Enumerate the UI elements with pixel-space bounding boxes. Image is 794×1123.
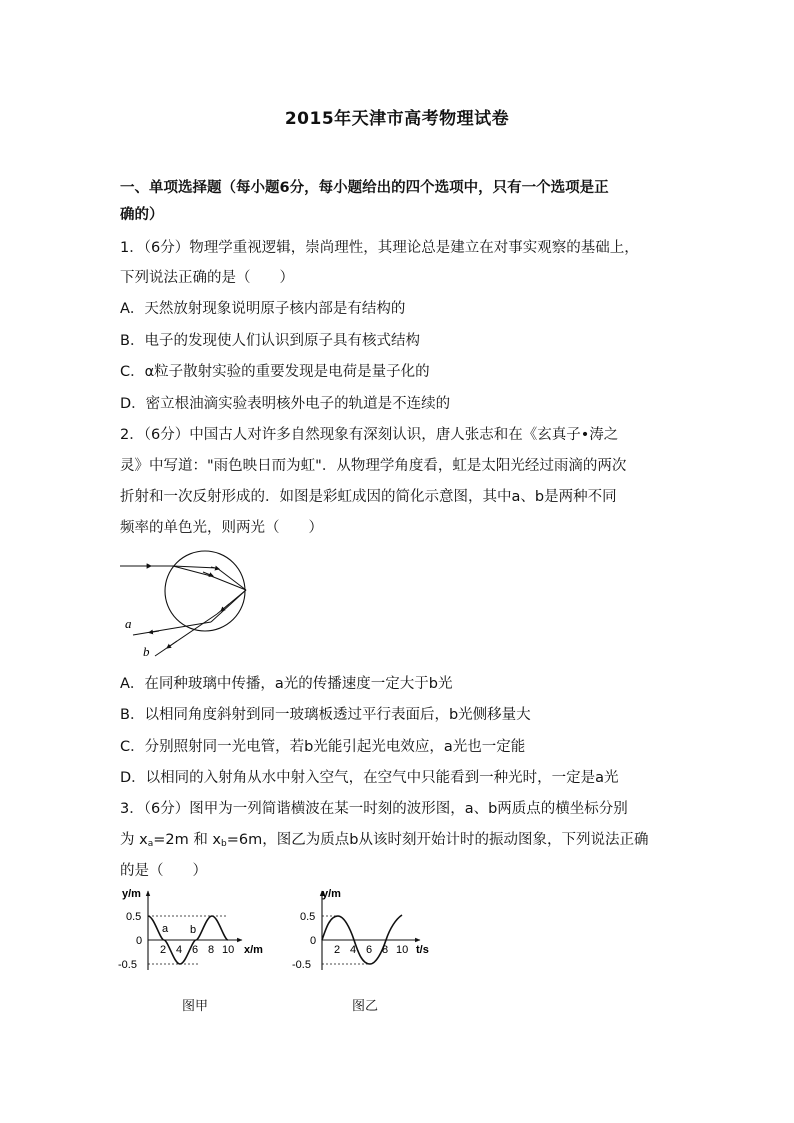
y-zero: 0 [310, 935, 317, 947]
tick-8: 8 [382, 944, 389, 956]
q2-stem-line3: 折射和一次反射形成的．如图是彩虹成因的简化示意图，其中a、b是两种不同 [120, 489, 617, 505]
q2-option-d: D．以相同的入射角从水中射入空气，在空气中只能看到一种光时，一定是a光 [120, 770, 619, 786]
q1-option-c: C．α粒子散射实验的重要发现是电荷是量子化的 [120, 364, 430, 380]
raindrop-circle [165, 551, 245, 631]
q2-stem-line4: 频率的单色光，则两光（ ） [120, 520, 323, 536]
q3-stem-line1: 3．（6分）图甲为一列简谐横波在某一时刻的波形图，a、b两质点的横坐标分别 [120, 801, 628, 817]
tick-8: 8 [208, 944, 215, 956]
q1-option-a: A．天然放射现象说明原子核内部是有结构的 [120, 301, 406, 317]
tick-6: 6 [192, 944, 199, 956]
section-heading-line1: 一、单项选择题（每小题6分，每小题给出的四个选项中，只有一个选项是正 [120, 180, 609, 196]
ylabel: y/m [122, 888, 141, 900]
exit-arrow-b [167, 641, 177, 648]
tick-6: 6 [366, 944, 373, 956]
xlabel: x/m [244, 944, 263, 956]
q2-option-c: C．分别照射同一光电管，若b光能引起光电效应，a光也一定能 [120, 739, 526, 755]
caption-jia: 图甲 [182, 999, 209, 1014]
q3-stem-line3: 的是（ ） [120, 863, 207, 879]
y-zero: 0 [136, 935, 143, 947]
q1-stem-line2: 下列说法正确的是（ ） [120, 270, 294, 286]
q2-stem-line2: 灵》中写道："雨色映日而为虹"．从物理学角度看，虹是太阳光经过雨滴的两次 [120, 458, 627, 474]
q3-stem-line2 [120, 830, 680, 854]
tick-2: 2 [334, 944, 341, 956]
q3-line2-mid: =2m 和 x [153, 832, 222, 848]
page-title: 2015年天津市高考物理试卷 [284, 109, 510, 129]
q2-option-a: A．在同种玻璃中传播，a光的传播速度一定大于b光 [120, 676, 453, 692]
tick-2: 2 [160, 944, 167, 956]
q3-sub-a: a [147, 839, 154, 849]
refracted-ray-b [173, 566, 246, 590]
q2-option-b: B．以相同角度斜射到同一玻璃板透过平行表面后，b光侧移量大 [120, 707, 531, 723]
tick-10: 10 [222, 944, 235, 956]
y-pos: 0.5 [126, 911, 142, 923]
refracted-ray-a [173, 566, 246, 590]
tick-4: 4 [350, 944, 357, 956]
wave-graph-jia [118, 885, 278, 975]
exit-ray-b [155, 614, 217, 656]
q3-sub-b: b [221, 839, 227, 849]
q1-option-b: B．电子的发现使人们认识到原子具有核式结构 [120, 333, 420, 349]
arrow-reflect [221, 604, 229, 611]
q3-line2-pre: 为 x [120, 832, 148, 848]
y-neg: -0.5 [292, 959, 311, 971]
y-pos: 0.5 [300, 911, 316, 923]
point-a-label: a [162, 923, 169, 935]
ylabel: y/m [322, 888, 341, 900]
q1-stem-line1: 1．（6分）物理学重视逻辑，崇尚理性，其理论总是建立在对事实观察的基础上， [120, 240, 639, 256]
label-a: a [125, 616, 132, 631]
y-neg: -0.5 [118, 959, 137, 971]
tick-10: 10 [396, 944, 409, 956]
label-b: b [143, 644, 150, 659]
q1-option-d: D．密立根油滴实验表明核外电子的轨道是不连续的 [120, 396, 451, 412]
section-heading-line2: 确的） [120, 207, 164, 223]
q3-line2-post: =6m，图乙为质点b从该时刻开始计时的振动图象，下列说法正确 [226, 832, 649, 848]
vibration-graph-yi [292, 885, 442, 975]
rainbow-raindrop-diagram [115, 548, 260, 663]
exit-ray-a [133, 622, 211, 635]
q2-stem-line1: 2．（6分）中国古人对许多自然现象有深刻认识，唐人张志和在《玄真子•涛之 [120, 427, 619, 443]
tick-4: 4 [176, 944, 183, 956]
xlabel: t/s [416, 944, 429, 956]
caption-yi: 图乙 [352, 999, 379, 1014]
point-b-label: b [190, 924, 197, 936]
